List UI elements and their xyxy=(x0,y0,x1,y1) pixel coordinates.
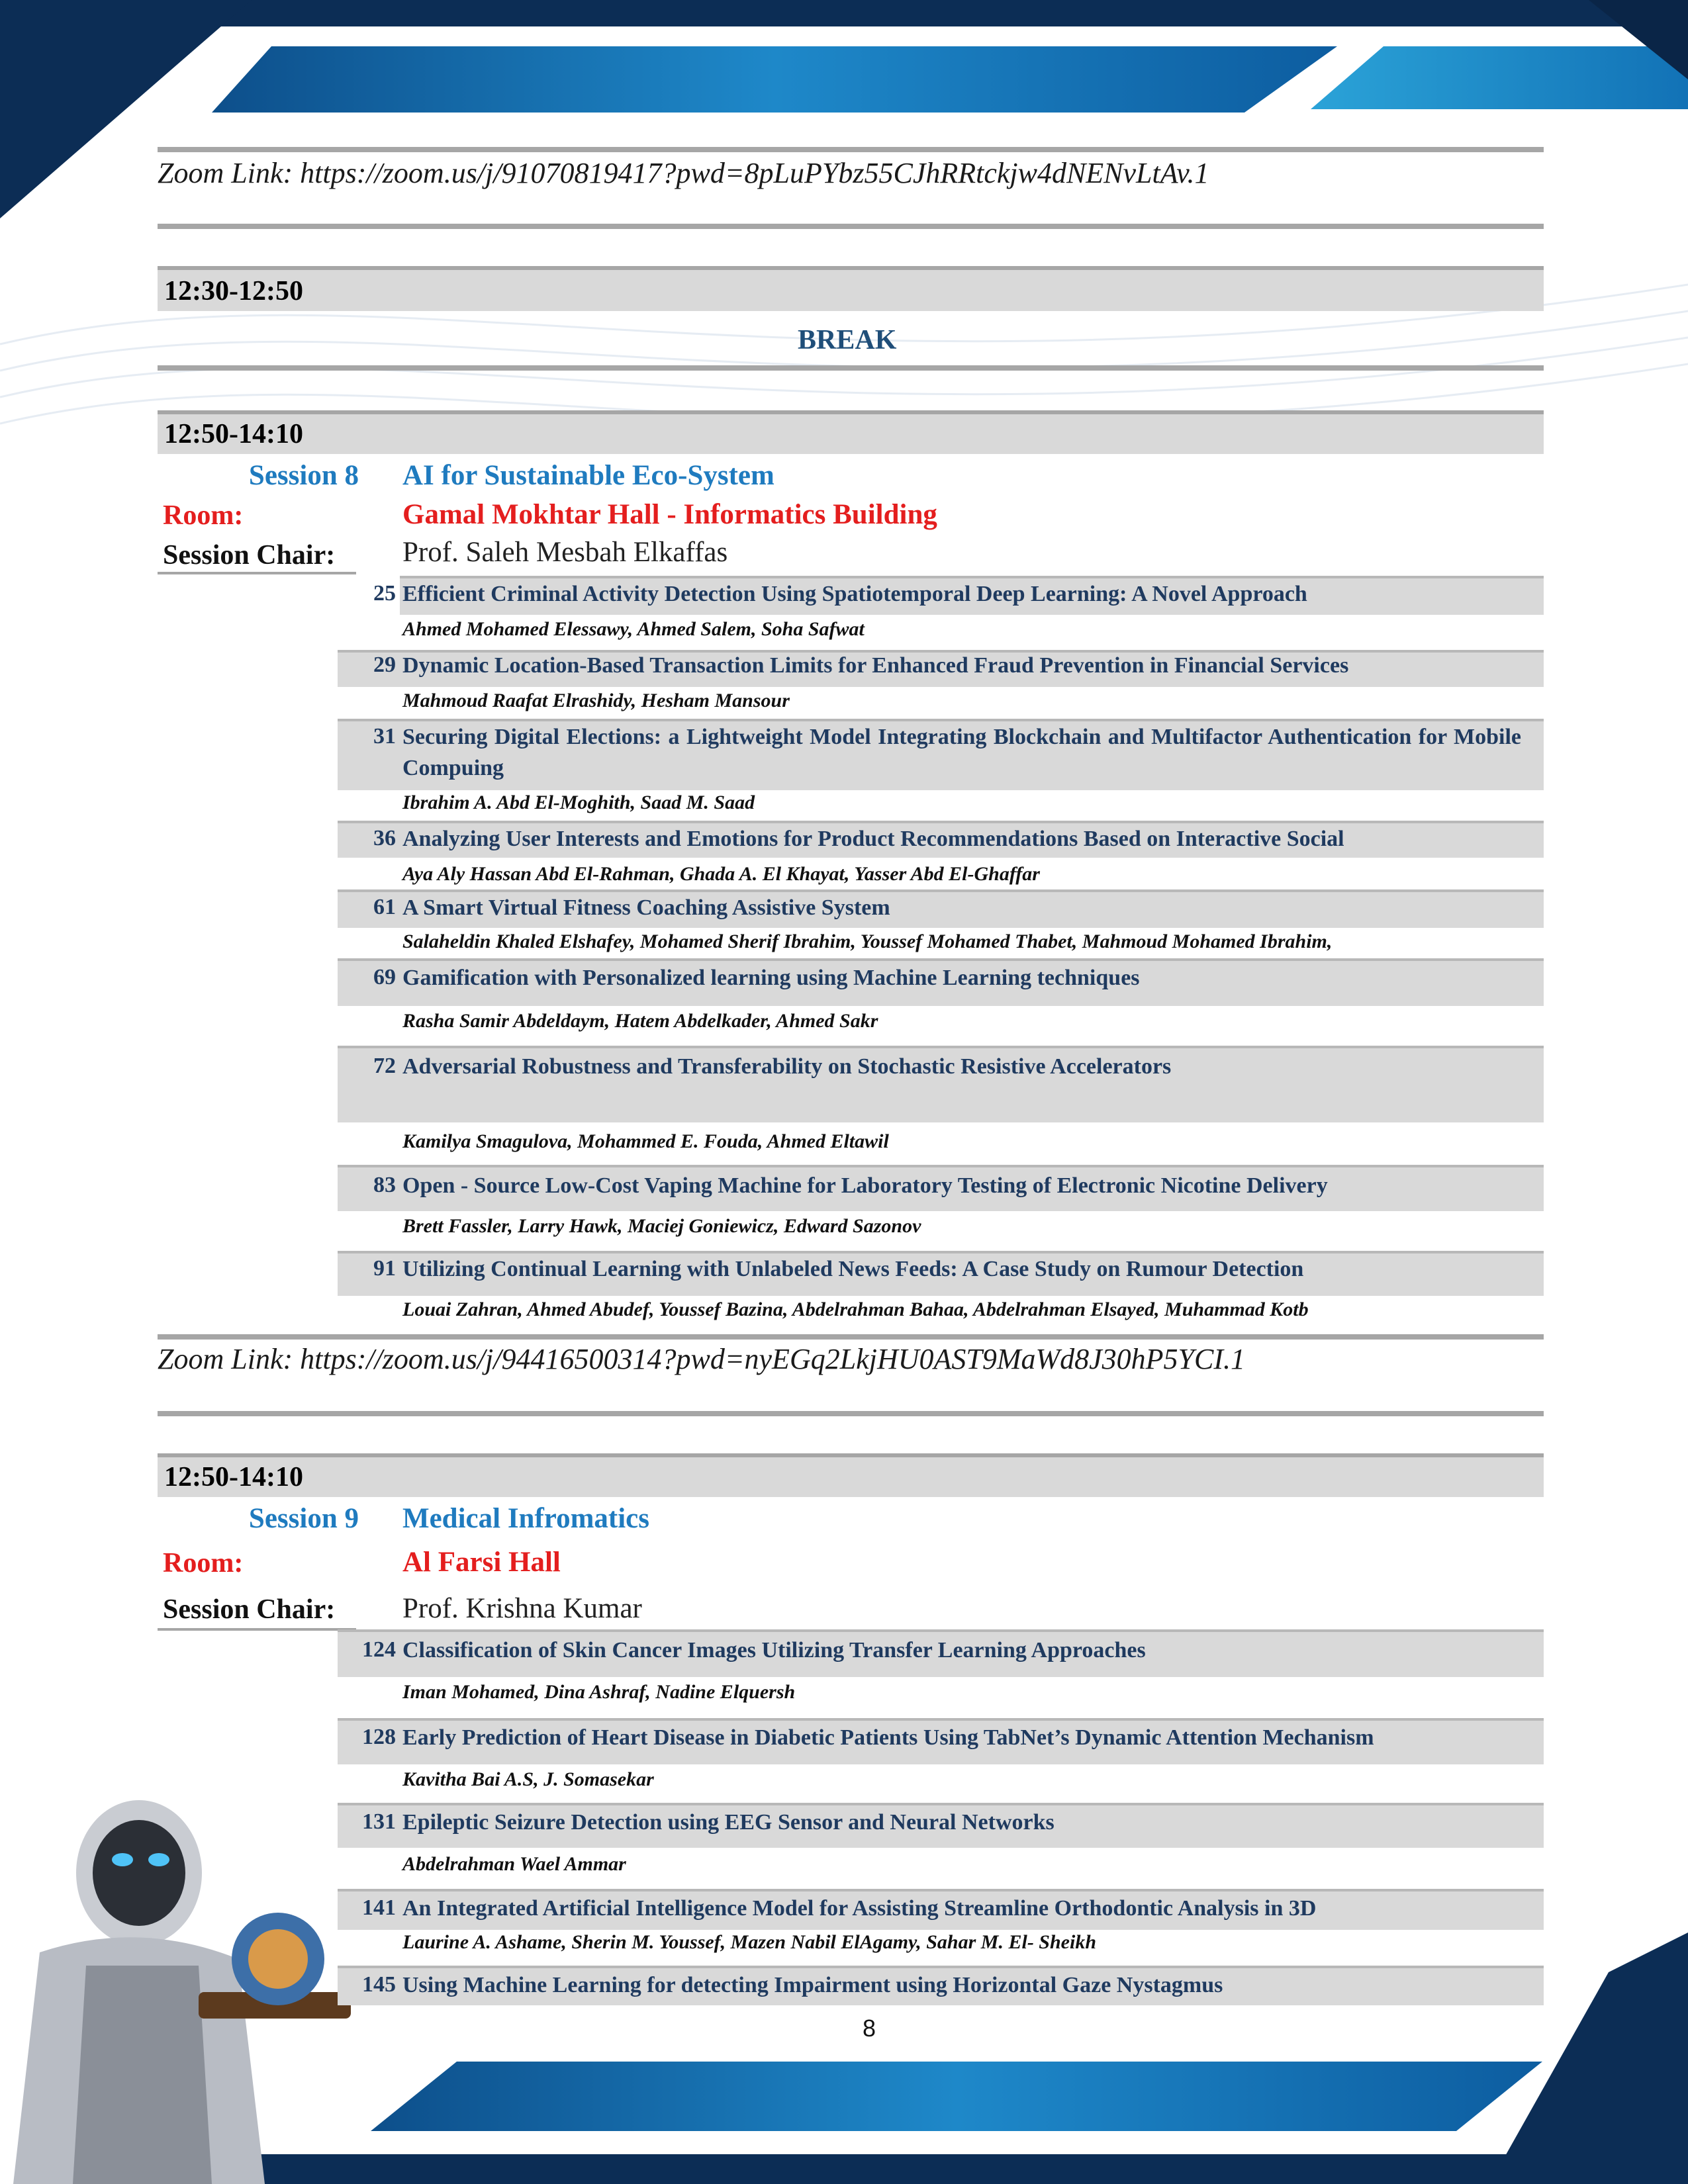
paper-id: 131 xyxy=(362,1809,396,1834)
footer-navy-band xyxy=(252,2154,1688,2184)
paper-id: 145 xyxy=(362,1972,396,1997)
time-bar xyxy=(158,1457,1544,1497)
paper-authors: Ahmed Mohamed Elessawy, Ahmed Salem, Soha Safwat xyxy=(402,618,865,640)
paper-authors: Brett Fassler, Larry Hawk, Maciej Goniewicz, Edward Sazonov xyxy=(402,1215,921,1237)
paper-title: A Smart Virtual Fitness Coaching Assistive System xyxy=(402,895,890,920)
header-blue-stripe xyxy=(212,46,1337,113)
paper-title: Classification of Skin Cancer Images Utilizing Transfer Learning Approaches xyxy=(402,1638,1146,1662)
session-chair-name: Prof. Saleh Mesbah Elkaffas xyxy=(402,537,728,568)
separator-rule xyxy=(158,572,356,574)
paper-authors: Kavitha Bai A.S, J. Somasekar xyxy=(402,1768,654,1790)
separator-rule xyxy=(158,224,1544,229)
session-chair-label: Session Chair: xyxy=(163,540,336,570)
room-name: Gamal Mokhtar Hall - Informatics Building xyxy=(402,499,937,530)
zoom-link[interactable]: Zoom Link: https://zoom.us/j/91070819417?pwd=8pLuPYbz55CJhRRtckjw4dNENvLtAv.1 xyxy=(158,157,1209,189)
paper-title: Early Prediction of Heart Disease in Diabetic Patients Using TabNet’s Dynamic Attention Mechanism xyxy=(402,1725,1374,1750)
paper-authors: Aya Aly Hassan Abd El-Rahman, Ghada A. El Khayat, Yasser Abd El-Ghaffar xyxy=(402,863,1040,885)
room-name: Al Farsi Hall xyxy=(402,1547,561,1578)
paper-authors: Louai Zahran, Ahmed Abudef, Youssef Bazina, Abdelrahman Bahaa, Abdelrahman Elsayed, Muhammad Kotb xyxy=(402,1298,1309,1320)
session-title: AI for Sustainable Eco-System xyxy=(402,460,774,491)
paper-id: 69 xyxy=(373,965,396,989)
paper-authors: Rasha Samir Abdeldaym, Hatem Abdelkader, Ahmed Sakr xyxy=(402,1010,878,1032)
separator-rule xyxy=(158,1334,1544,1340)
paper-title: Open - Source Low-Cost Vaping Machine for Laboratory Testing of Electronic Nicotine Delivery xyxy=(402,1173,1328,1198)
paper-title: Analyzing User Interests and Emotions for Product Recommendations Based on Interactive Social xyxy=(402,827,1344,851)
paper-id: 141 xyxy=(362,1895,396,1920)
paper-id: 61 xyxy=(373,895,396,919)
paper-authors: Ibrahim A. Abd El-Moghith, Saad M. Saad xyxy=(402,792,755,813)
paper-title: Epileptic Seizure Detection using EEG Sensor and Neural Networks xyxy=(402,1810,1055,1835)
paper-title: An Integrated Artificial Intelligence Model for Assisting Streamline Orthodontic Analysis in 3D xyxy=(402,1896,1317,1921)
paper-id: 124 xyxy=(362,1637,396,1662)
room-label: Room: xyxy=(163,500,244,531)
header-navy-band xyxy=(0,0,1688,26)
paper-id: 83 xyxy=(373,1173,396,1197)
session-chair-name: Prof. Krishna Kumar xyxy=(402,1593,642,1624)
session-number: Session 8 xyxy=(248,460,359,491)
paper-authors: Kamilya Smagulova, Mohammed E. Fouda, Ahmed Eltawil xyxy=(402,1130,889,1152)
separator-rule xyxy=(158,147,1544,152)
footer-blue-stripe xyxy=(371,2062,1542,2131)
page-number: 8 xyxy=(863,2015,876,2042)
time-bar xyxy=(158,414,1544,454)
separator-rule xyxy=(158,1411,1544,1416)
paper-id: 91 xyxy=(373,1256,396,1281)
break-time: 12:30-12:50 xyxy=(164,276,303,306)
paper-authors: Mahmoud Raafat Elrashidy, Hesham Mansour xyxy=(402,690,790,711)
session-time: 12:50-14:10 xyxy=(164,1462,303,1492)
zoom-link[interactable]: Zoom Link: https://zoom.us/j/94416500314?pwd=nyEGq2LkjHU0AST9MaWd8J30hP5YCI.1 xyxy=(158,1343,1246,1375)
paper-title: Using Machine Learning for detecting Impairment using Horizontal Gaze Nystagmus xyxy=(402,1973,1223,1997)
paper-id: 36 xyxy=(373,826,396,850)
paper-title: Adversarial Robustness and Transferability on Stochastic Resistive Accelerators xyxy=(402,1054,1172,1079)
paper-authors: Iman Mohamed, Dina Ashraf, Nadine Elquersh xyxy=(402,1681,796,1703)
paper-title: Dynamic Location-Based Transaction Limits for Enhanced Fraud Prevention in Financial Services xyxy=(402,653,1349,678)
paper-title: Securing Digital Elections: a Lightweight Model Integrating Blockchain and Multifactor Authentication for Mobile Compuing xyxy=(402,725,1521,780)
paper-title: Efficient Criminal Activity Detection Using Spatiotemporal Deep Learning: A Novel Approach xyxy=(402,582,1307,606)
header-cyan-stripe xyxy=(1311,46,1688,109)
session-time: 12:50-14:10 xyxy=(164,419,303,449)
session-chair-label: Session Chair: xyxy=(163,1594,336,1625)
paper-id: 31 xyxy=(373,724,396,749)
paper-id: 72 xyxy=(373,1054,396,1078)
paper-title: Gamification with Personalized learning using Machine Learning techniques xyxy=(402,966,1140,990)
paper-title: Utilizing Continual Learning with Unlabeled News Feeds: A Case Study on Rumour Detection xyxy=(402,1257,1304,1281)
time-bar xyxy=(158,270,1544,311)
paper-id: 29 xyxy=(373,653,396,677)
break-label: BREAK xyxy=(798,325,897,355)
paper-authors: Abdelrahman Wael Ammar xyxy=(402,1853,626,1875)
separator-rule xyxy=(158,1628,356,1631)
paper-authors: Salaheldin Khaled Elshafey, Mohamed Sherif Ibrahim, Youssef Mohamed Thabet, Mahmoud Mohamed Ibrahim, xyxy=(402,931,1333,952)
paper-id: 128 xyxy=(362,1725,396,1749)
paper-authors: Laurine A. Ashame, Sherin M. Youssef, Mazen Nabil ElAgamy, Sahar M. El- Sheikh xyxy=(402,1931,1097,1953)
separator-rule xyxy=(158,365,1544,371)
session-number: Session 9 xyxy=(248,1503,359,1534)
room-label: Room: xyxy=(163,1548,244,1578)
paper-id: 25 xyxy=(373,581,396,606)
session-title: Medical Infromatics xyxy=(402,1503,649,1534)
robot-illustration xyxy=(13,1800,351,2184)
